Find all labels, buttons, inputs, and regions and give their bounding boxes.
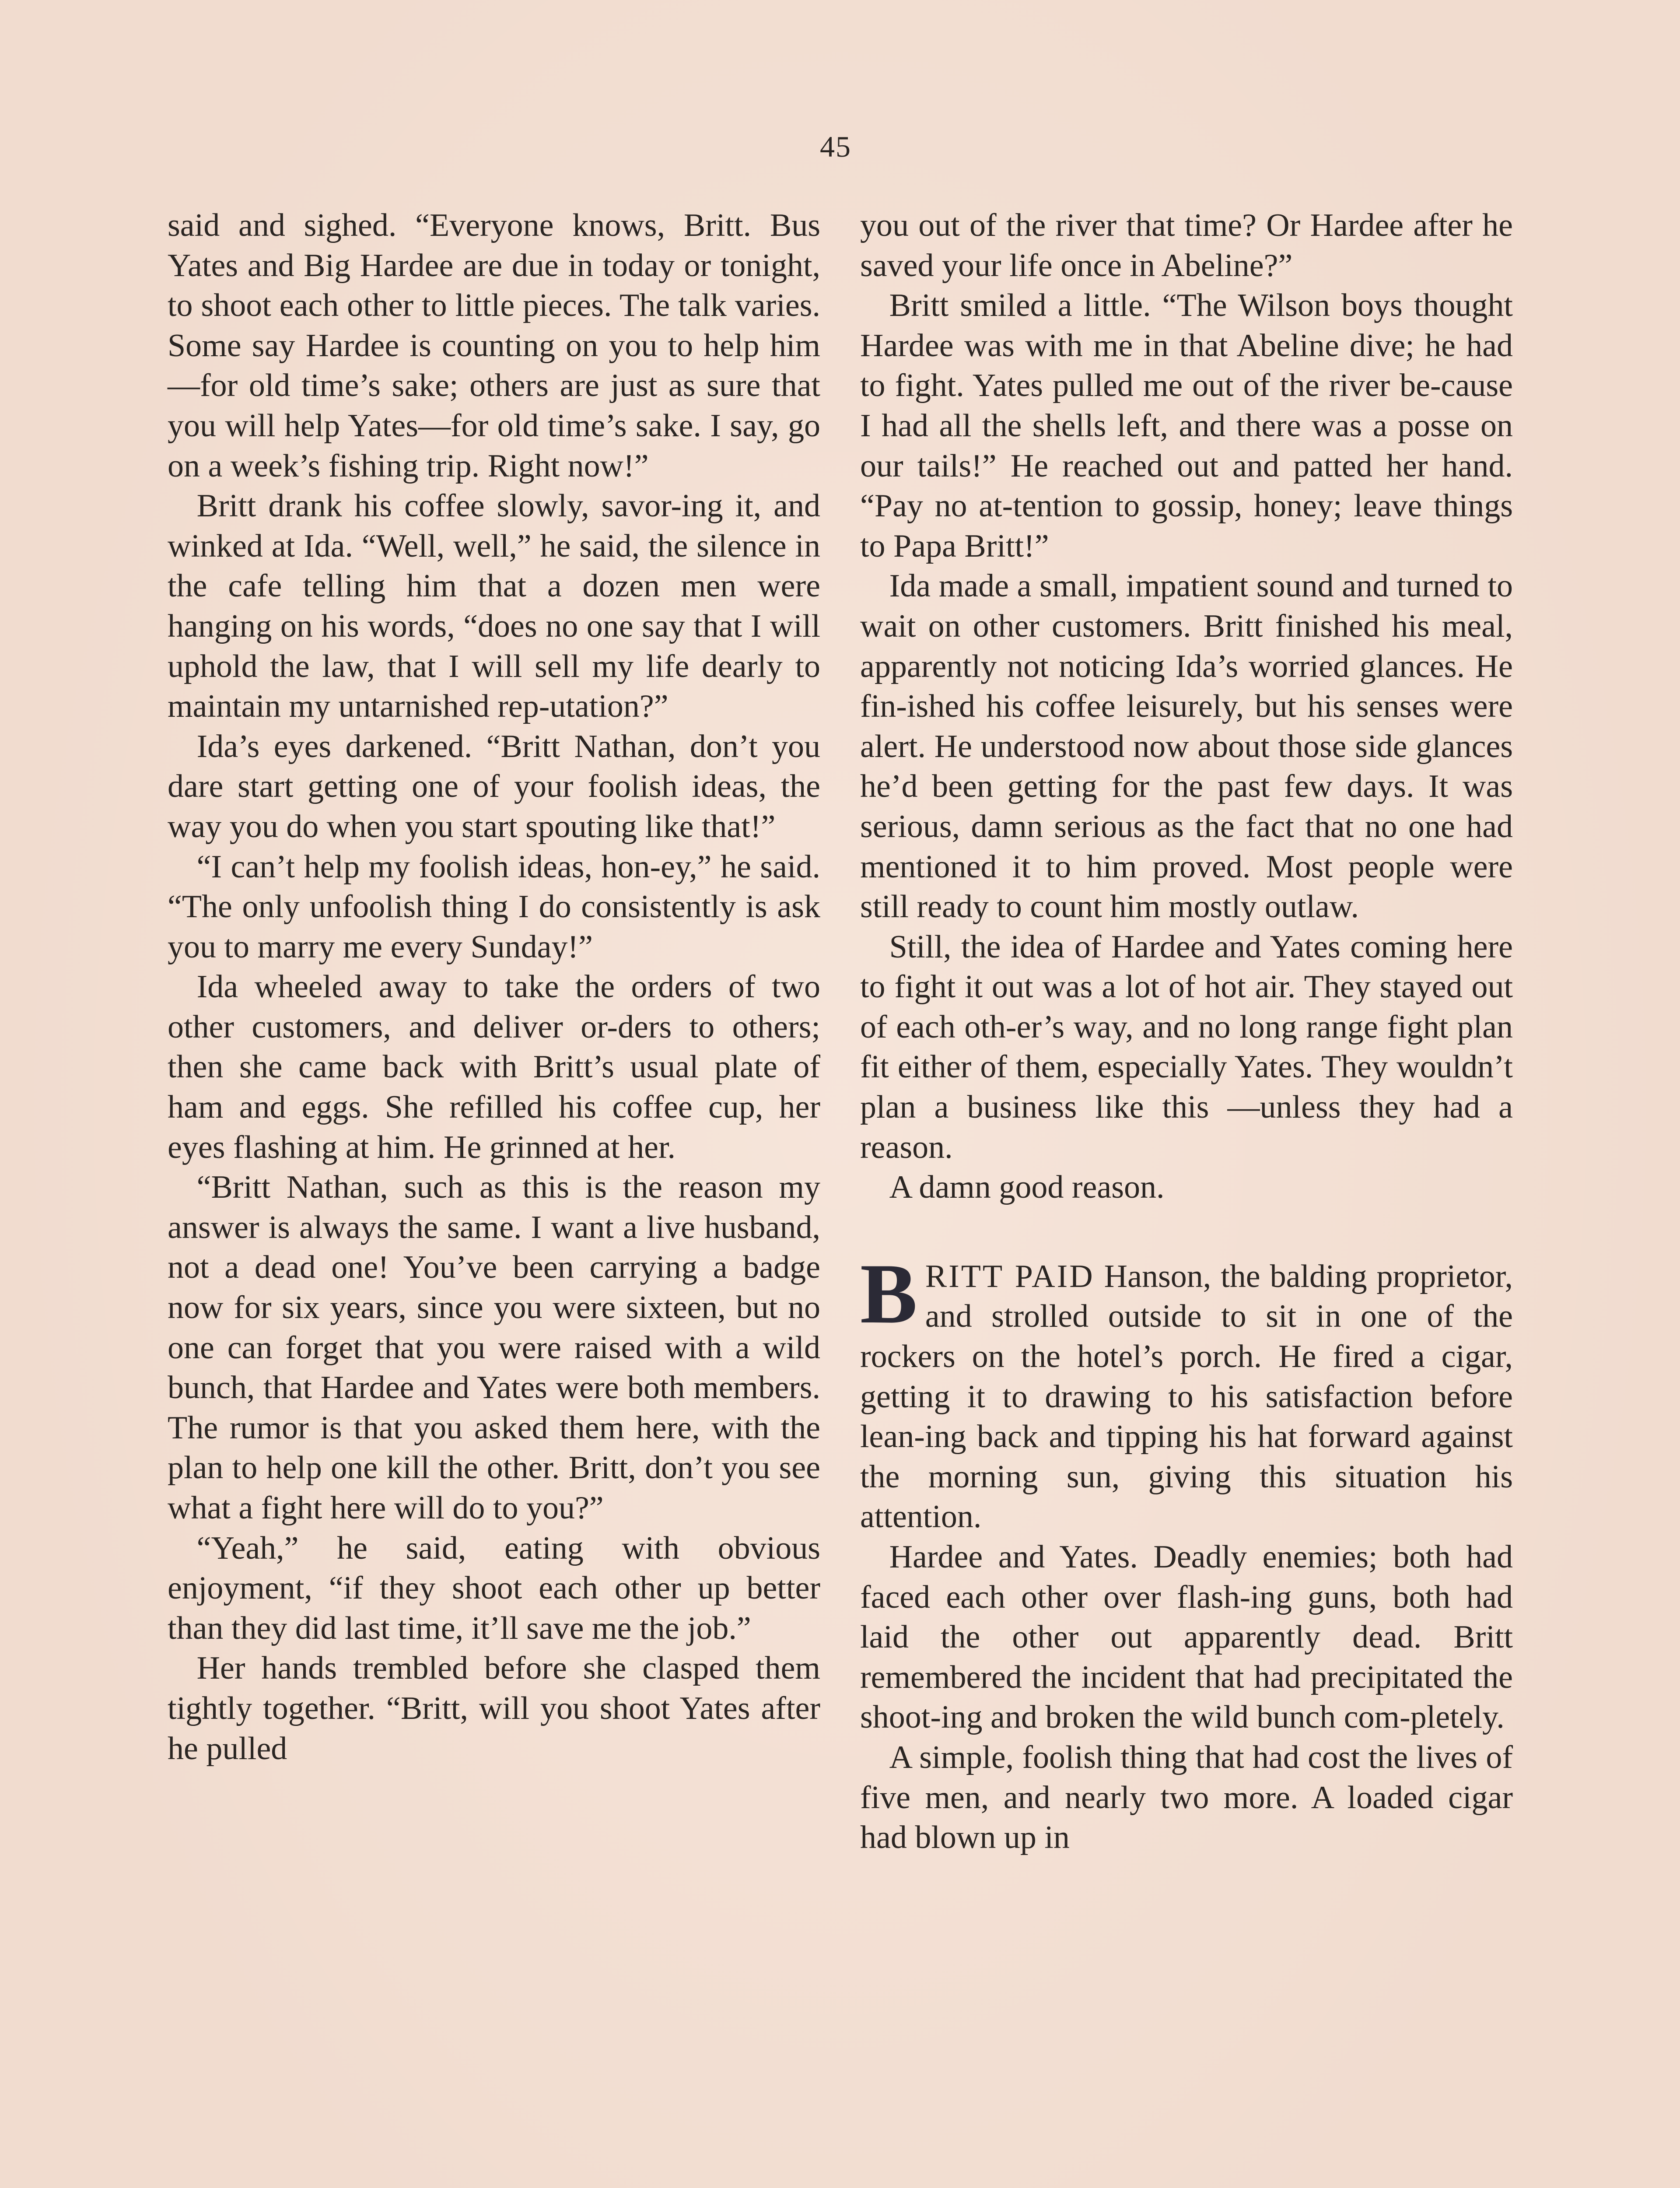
- paragraph: Ida wheeled away to take the orders of two other customers, and deliver or-ders to others; then she came back with Britt’s usual plate of ham and eggs. She refilled his coffee cup, her eyes flashing at him. He grinned at her.: [168, 969, 820, 1165]
- left-column: [168, 206, 820, 1769]
- section-opening-text: Hanson, the balding proprietor, and strolled outside to sit in one of the rockers on the hotel’s porch. He fired a cigar, getting it to drawing to his satisfaction before lean-ing back and tipping his hat forward against the morning sun, giving this situation his attention.: [860, 1258, 1513, 1535]
- section-break: [860, 1208, 1513, 1257]
- paragraph: Britt drank his coffee slowly, savor-ing it, and winked at Ida. “Well, well,” he said, the silence in the cafe telling him that a dozen men were hanging on his words, “does no one say that I will uphold the law, that I will sell my life dearly to maintain my untarnished rep-utation?”: [168, 488, 820, 725]
- paragraph: A simple, foolish thing that had cost the lives of five men, and nearly two more. A loaded cigar had blown up in: [860, 1739, 1513, 1856]
- paragraph: Her hands trembled before she clasped them tightly together. “Britt, will you shoot Yates after he pulled: [168, 1650, 820, 1767]
- paragraph: Ida’s eyes darkened. “Britt Nathan, don’t you dare start getting one of your foolish ideas, the way you do when you start spouting like that!”: [168, 728, 820, 845]
- paragraph: A damn good reason.: [889, 1169, 1165, 1206]
- paragraph: “Yeah,” he said, eating with obvious enjoyment, “if they shoot each other up better than they did last time, it’ll save me the job.”: [168, 1530, 820, 1646]
- paragraph: Hardee and Yates. Deadly enemies; both had faced each other over flash-ing guns, both had laid the other out apparently dead. Britt remembered the incident that had precipitated the shoot-ing and broken the wild bunch com-pletely.: [860, 1539, 1513, 1736]
- section-lead-words: RITT PAID: [925, 1258, 1095, 1294]
- section-opening-paragraph: [860, 1246, 1513, 1537]
- paragraph: Britt smiled a little. “The Wilson boys thought Hardee was with me in that Abeline dive; he had to fight. Yates pulled me out of the river be-cause I had all the shells left, and there was a posse on our tails!” He reached out and patted her hand. “Pay no at-tention to gossip, honey; leave things to Papa Britt!”: [860, 288, 1513, 564]
- page-number: 45: [820, 130, 851, 163]
- paragraph: you out of the river that time? Or Hardee after he saved your life once in Abeline?”: [860, 207, 1513, 284]
- paragraph: Ida made a small, impatient sound and turned to wait on other customers. Britt finished his meal, apparently not noticing Ida’s worried glances. He fin-ished his coffee leisurely, but his senses were alert. He understood now about those side glances he’d been getting for the past few days. It was serious, damn serious as the fact that no one had mentioned it to him proved. Most people were still ready to count him mostly outlaw.: [860, 568, 1513, 925]
- paragraph: “Britt Nathan, such as this is the reason my answer is always the same. I want a live husband, not a dead one! You’ve been carrying a badge now for six years, since you were sixteen, but no one can forget that you were raised with a wild bunch, that Hardee and Yates were both members. The rumor is that you asked them here, with the plan to help one kill the other. Britt, don’t you see what a fight here will do to you?”: [168, 1169, 820, 1526]
- drop-cap: B: [860, 1246, 917, 1341]
- paragraph: said and sighed. “Everyone knows, Britt. Bus Yates and Big Hardee are due in today or tonight, to shoot each other to little pieces. The talk varies. Some say Hardee is counting on you to help him—for old time’s sake; others are just as sure that you will help Yates—for old time’s sake. I say, go on a week’s fishing trip. Right now!”: [168, 207, 820, 484]
- paragraph: Still, the idea of Hardee and Yates coming here to fight it out was a lot of hot air. They stayed out of each oth-er’s way, and no long range fight plan fit either of them, especially Yates. They wouldn’t plan a business like this —unless they had a reason.: [860, 929, 1513, 1165]
- right-column: [860, 206, 1513, 1858]
- paragraph: “I can’t help my foolish ideas, hon-ey,” he said. “The only unfoolish thing I do consistently is ask you to marry me every Sunday!”: [168, 849, 820, 965]
